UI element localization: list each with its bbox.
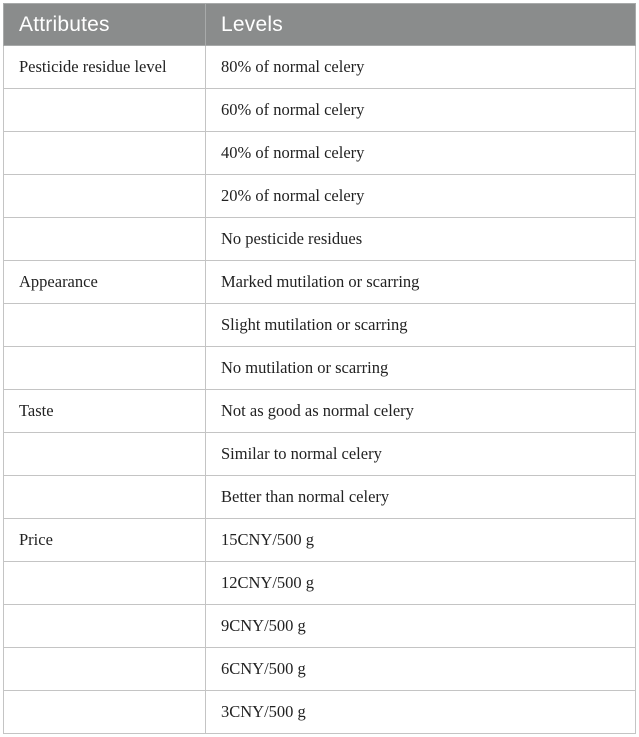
table-row — [4, 46, 636, 89]
attribute-cell — [4, 132, 206, 175]
level-cell: 3CNY/500 g — [206, 691, 636, 734]
table-row — [4, 476, 636, 519]
attribute-cell — [4, 691, 206, 734]
level-cell: 6CNY/500 g — [206, 648, 636, 691]
attribute-cell — [4, 347, 206, 390]
table-header-row — [4, 4, 636, 46]
level-cell: 80% of normal celery — [206, 46, 636, 89]
attribute-cell — [4, 476, 206, 519]
level-cell: Similar to normal celery — [206, 433, 636, 476]
table-row — [4, 347, 636, 390]
attribute-cell: Appearance — [4, 261, 206, 304]
attribute-cell — [4, 648, 206, 691]
level-cell: Slight mutilation or scarring — [206, 304, 636, 347]
table-row — [4, 562, 636, 605]
level-cell: Marked mutilation or scarring — [206, 261, 636, 304]
column-header-levels: Levels — [206, 4, 636, 46]
level-cell: 15CNY/500 g — [206, 519, 636, 562]
table-row — [4, 648, 636, 691]
table-row — [4, 519, 636, 562]
attribute-cell — [4, 304, 206, 347]
level-cell: Not as good as normal celery — [206, 390, 636, 433]
table-row — [4, 691, 636, 734]
attribute-cell: Price — [4, 519, 206, 562]
table-row — [4, 132, 636, 175]
attributes-levels-table — [3, 3, 636, 734]
attribute-cell — [4, 175, 206, 218]
table-row — [4, 390, 636, 433]
table-row — [4, 89, 636, 132]
table-row — [4, 218, 636, 261]
level-cell: 40% of normal celery — [206, 132, 636, 175]
attribute-cell — [4, 605, 206, 648]
attribute-cell — [4, 562, 206, 605]
table-row — [4, 433, 636, 476]
attribute-cell — [4, 218, 206, 261]
table-body — [4, 46, 636, 734]
level-cell: No pesticide residues — [206, 218, 636, 261]
table-row — [4, 304, 636, 347]
column-header-attributes: Attributes — [4, 4, 206, 46]
level-cell: 20% of normal celery — [206, 175, 636, 218]
level-cell: 60% of normal celery — [206, 89, 636, 132]
level-cell: Better than normal celery — [206, 476, 636, 519]
attribute-cell: Taste — [4, 390, 206, 433]
attribute-cell — [4, 433, 206, 476]
level-cell: No mutilation or scarring — [206, 347, 636, 390]
table-row — [4, 605, 636, 648]
attribute-cell: Pesticide residue level — [4, 46, 206, 89]
table-row — [4, 175, 636, 218]
level-cell: 12CNY/500 g — [206, 562, 636, 605]
attribute-cell — [4, 89, 206, 132]
table-row — [4, 261, 636, 304]
level-cell: 9CNY/500 g — [206, 605, 636, 648]
